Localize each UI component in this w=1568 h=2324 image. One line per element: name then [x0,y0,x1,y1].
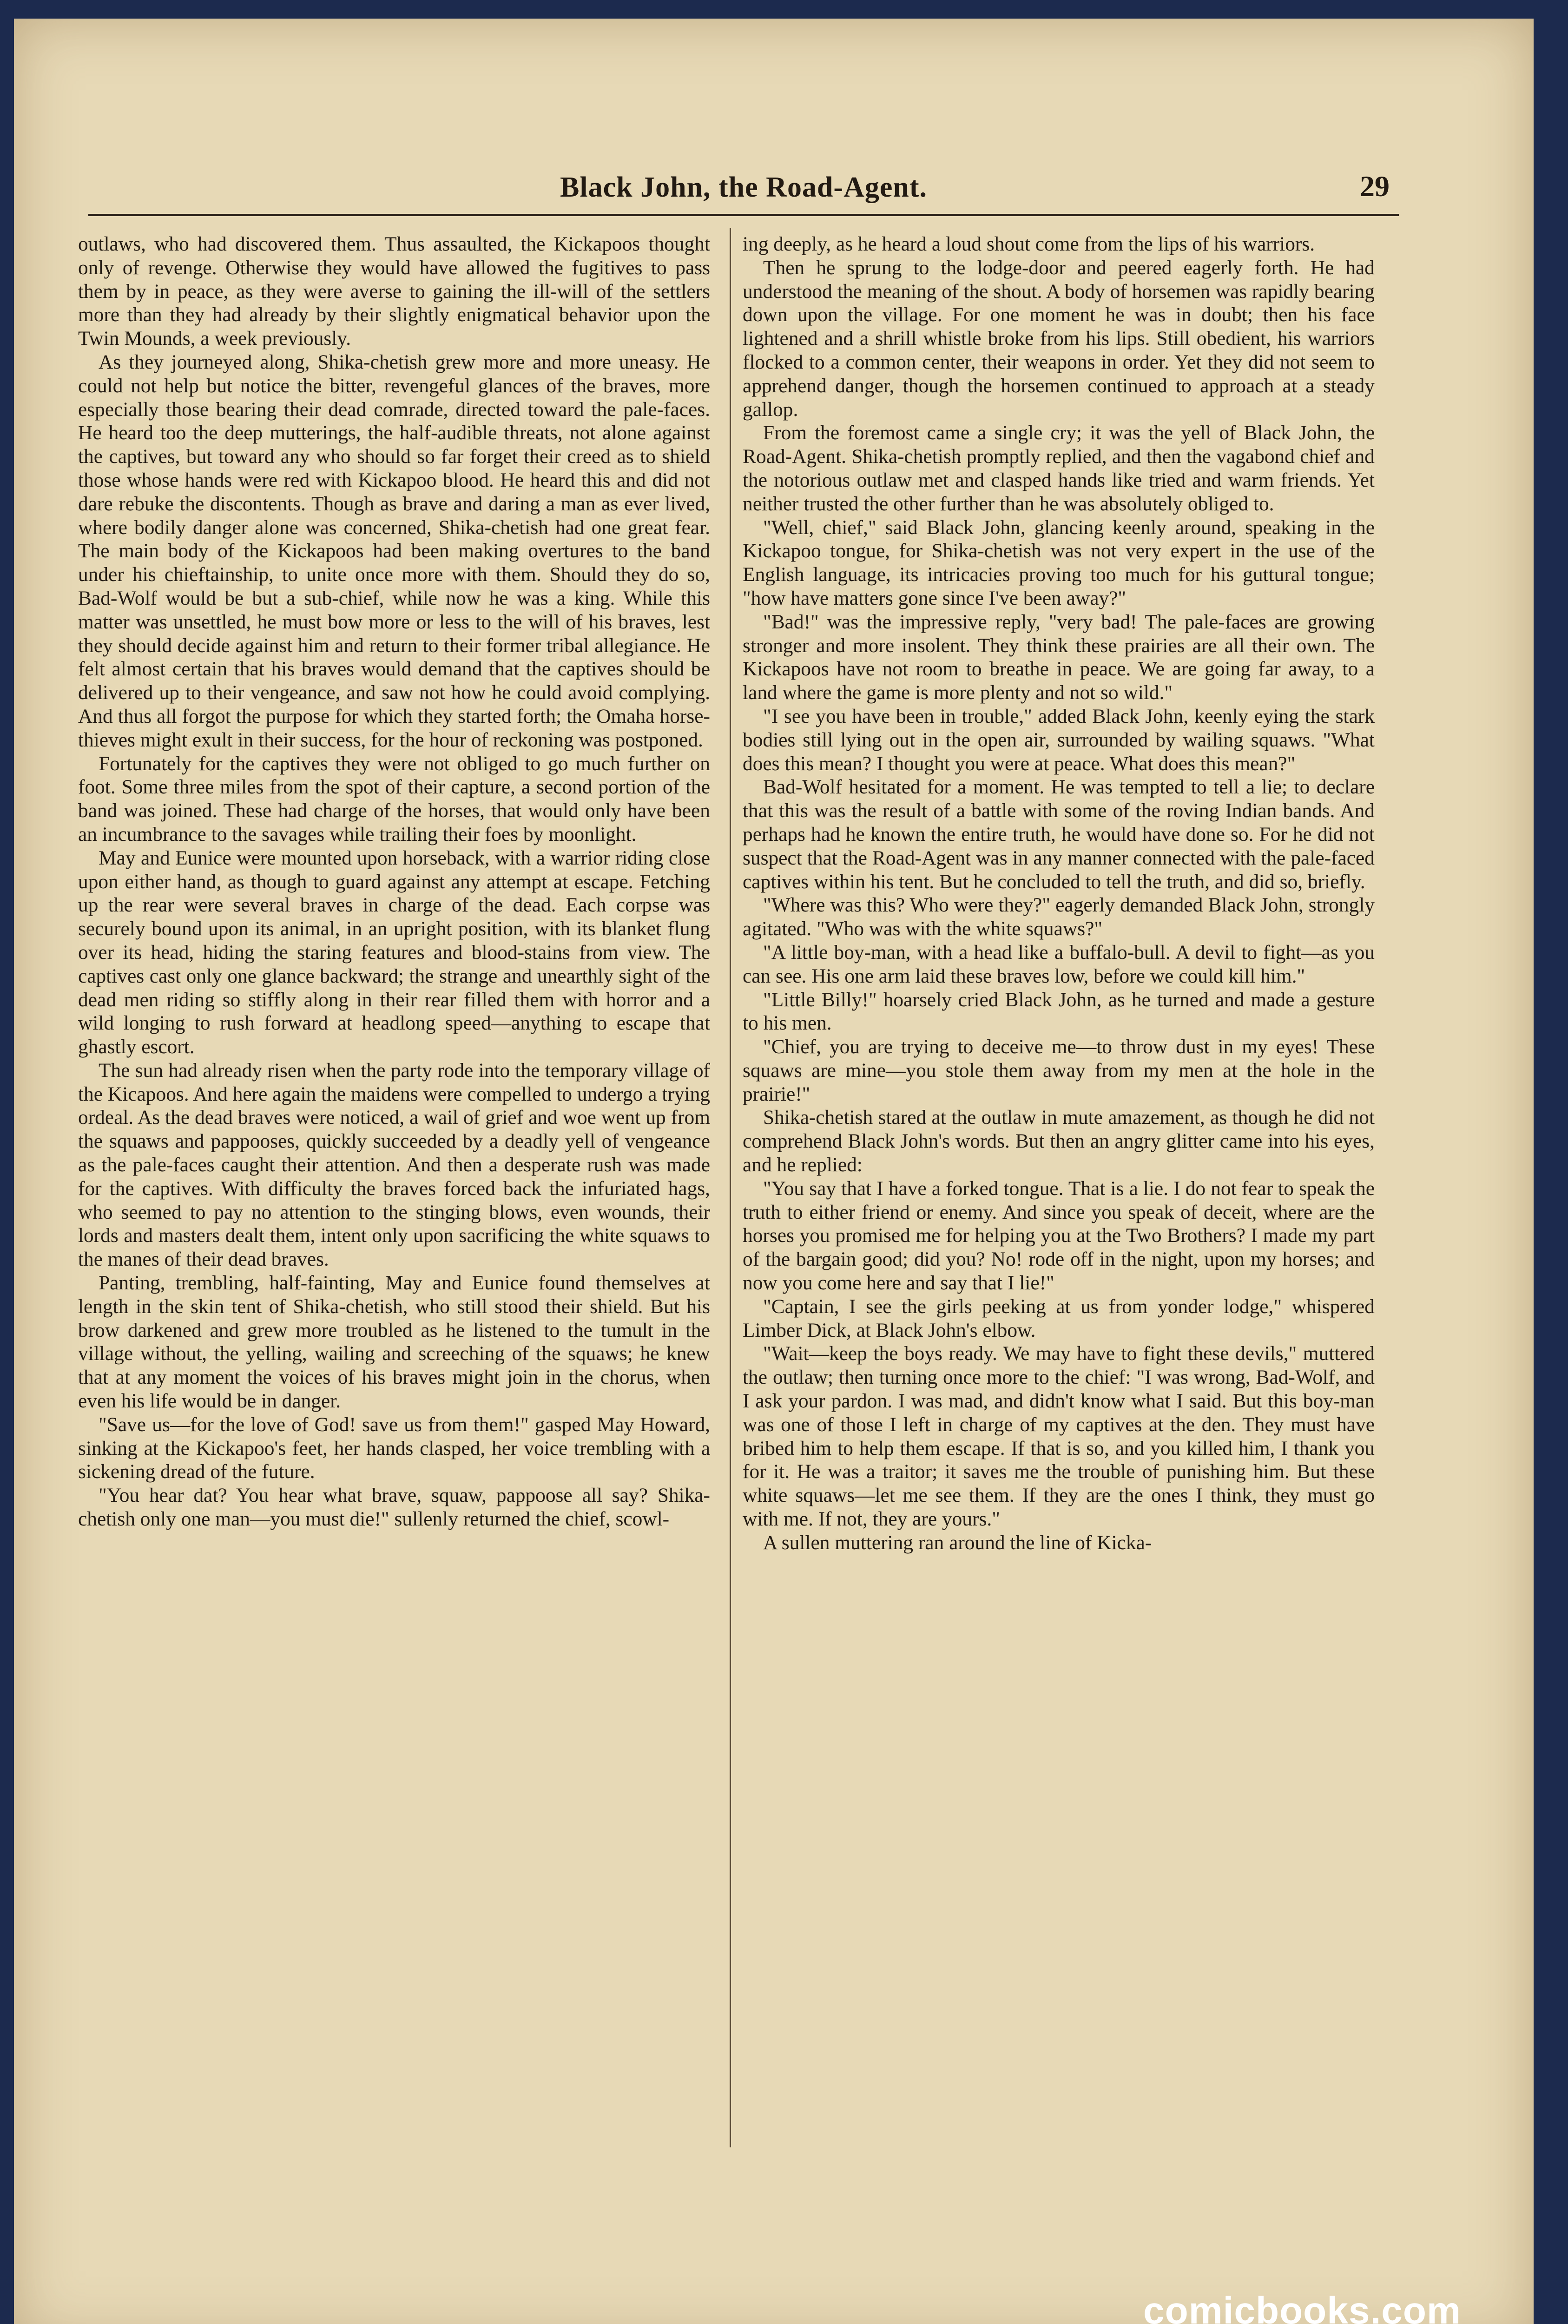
paragraph: As they journeyed along, Shika-chetish grew more and more uneasy. He could not help but notice the bitter, revengeful glances of the braves, more especially those bearing their dead comrade, directed toward the pale-faces. He heard too the deep mutterings, the half-audible threats, not alone against the captives, but toward any who should so far forget their creed as to shield those whose hands were red with Kickapoo blood. He heard this and did not dare rebuke the discontents. Though as brave and daring a man as ever lived, where bodily danger alone was concerned, Shika-chetish had one great fear. The main body of the Kickapoos had been making overtures to the band under his chieftainship, to unite once more with them. Should they do so, Bad-Wolf would be but a sub-chief, while now he was a king. While this matter was unsettled, he must bow more or less to the will of his braves, lest they should decide against him and return to their former tribal allegiance. He felt almost certain that his braves would demand that the captives should be delivered up to their vengeance, and saw not how he could avoid complying. And thus all forgot the purpose for which they started forth; the Omaha horse-thieves might exult in their success, for the hour of reckoning was postponed. [78,350,710,751]
column-divider [730,228,731,2147]
paragraph: "A little boy-man, with a head like a buffalo-bull. A devil to fight—as you can see. His one arm laid these braves low, before we could kill him." [743,941,1375,987]
paragraph: Fortunately for the captives they were not obliged to go much further on foot. Some three miles from the spot of their capture, a second portion of the band was joined. These had charge of the horses, that would only have been an incumbrance to the savages while trailing their foes by moonlight. [78,752,710,845]
paragraph: "Bad!" was the impressive reply, "very bad! The pale-faces are growing stronger and more insolent. They think these prairies are all their own. The Kickapoos have not room to breathe in peace. We are going far away, to a land where the game is more plenty and not so wild." [743,610,1375,704]
page-title: Black John, the Road-Agent. [560,172,927,203]
paragraph: The sun had already risen when the party rode into the temporary village of the Kicapoos. And here again the maidens were compelled to undergo a trying ordeal. As the dead braves were noticed, a wail of grief and woe went up from the squaws and pappooses, quickly succeeded by a deadly yell of vengeance as the pale-faces caught their attention. And then a desperate rush was made for the captives. With difficulty the braves forced back the infuriated hags, who seemed to pay no attention to the stinging blows, even wounds, their lords and masters dealt them, intent only upon sacrificing the white squaws to the manes of their dead braves. [78,1059,710,1271]
page-number: 29 [1360,170,1390,203]
paragraph: "Save us—for the love of God! save us from them!" gasped May Howard, sinking at the Kickapoo's feet, her hands clasped, her voice trembling with a sickening dread of the future. [78,1413,710,1483]
paragraph: "Wait—keep the boys ready. We may have to fight these devils," muttered the outlaw; then turning once more to the chief: "I was wrong, Bad-Wolf, and I ask your pardon. I was mad, and didn't know what I said. But this boy-man was one of those I left in charge of my captives at the den. They must have bribed him to help them escape. If that is so, and you killed him, I thank you for it. He was a traitor; it saves me the trouble of punishing him. But these white squaws—let me see them. If they are the ones I think, they must go with me. If not, they are yours." [743,1342,1375,1531]
paragraph: From the foremost came a single cry; it was the yell of Black John, the Road-Agent. Shika-chetish promptly replied, and then the vagabond chief and the notorious outlaw met and clasped hands like tried and warm friends. Yet neither trusted the other further than he was absolutely obliged to. [743,422,1375,515]
paragraph: "You say that I have a forked tongue. That is a lie. I do not fear to speak the truth to either friend or enemy. And since you speak of deceit, where are the horses you promised me for helping you at the Two Brothers? I made my part of the bargain good; did you? No! rode off in the night, upon my horses; and now you come here and say that I lie!" [743,1177,1375,1294]
left-column [78,232,710,2147]
paragraph: A sullen muttering ran around the line of Kicka- [763,1531,1152,1554]
paragraph: ing deeply, as he heard a loud shout come from the lips of his warriors. [743,233,1315,255]
paragraph: "Little Billy!" hoarsely cried Black John, as he turned and made a gesture to his men. [743,988,1375,1035]
paragraph: Panting, trembling, half-fainting, May and Eunice found themselves at length in the skin tent of Shika-chetish, who still stood their shield. But his brow darkened and grew more troubled as he listened to the tumult in the village without, the yelling, wailing and screeching of the squaws; he knew that at any moment the voices of his braves might join in the chorus, when even his life would be in danger. [78,1272,710,1413]
page-header [88,158,1399,216]
right-column [743,232,1375,2147]
paragraph: Then he sprung to the lodge-door and peered eagerly forth. He had understood the meaning of the shout. A body of horsemen was rapidly bearing down upon the village. For one moment he was in doubt; then his face lightened and a shrill whistle broke from his lips. Still obedient, his warriors flocked to a common center, their weapons in order. Yet they did not seem to apprehend danger, though the horsemen continued to approach at a steady gallop. [743,256,1375,421]
paragraph: "Well, chief," said Black John, glancing keenly around, speaking in the Kickapoo tongue, for Shika-chetish was not very expert in the use of the English language, its intricacies proving too much for his guttural tongue; "how have matters gone since I've been away?" [743,516,1375,609]
paragraph: outlaws, who had discovered them. Thus assaulted, the Kickapoos thought only of revenge. Otherwise they would have allowed the fugitives to pass them by in peace, as they were averse to gaining the ill-will of the settlers more than they had already by their slightly enigmatical behavior upon the Twin Mounds, a week previously. [78,233,710,350]
paragraph: "Chief, you are trying to deceive me—to throw dust in my eyes! These squaws are mine—you stole them away from my men at the hole in the prairie!" [743,1036,1375,1105]
paragraph: "You hear dat? You hear what brave, squaw, pappoose all say? Shika-chetish only one man—you must die!" sullenly returned the chief, scowl- [78,1484,710,1531]
paragraph: "I see you have been in trouble," added Black John, keenly eying the stark bodies still lying out in the open air, surrounded by wailing squaws. "What does this mean? I thought you were at peace. What does this mean?" [743,705,1375,775]
paragraph: Bad-Wolf hesitated for a moment. He was tempted to tell a lie; to declare that this was the result of a battle with some of the roving Indian bands. And perhaps had he known the entire truth, he would have done so. For he did not suspect that the Road-Agent was in any manner connected with the pale-faced captives within his tent. But he concluded to tell the truth, and did so, briefly. [743,776,1375,893]
paragraph: May and Eunice were mounted upon horseback, with a warrior riding close upon either hand, as though to guard against any attempt at escape. Fetching up the rear were several braves in charge of the dead. Each corpse was securely bound upon its animal, in an upright position, with its blanket flung over its head, hiding the staring features and blood-stains from view. The captives cast only one glance backward; the strange and unearthly sight of the dead men riding so stiffly along in their rear filled them with horror and a wild longing to rush forward at headlong speed—anything to escape that ghastly escort. [78,846,710,1058]
paragraph: Shika-chetish stared at the outlaw in mute amazement, as though he did not comprehend Black John's words. But then an angry glitter came into his eyes, and he replied: [743,1106,1375,1176]
site-watermark: comicbooks.com [1143,2290,1461,2324]
paragraph: "Where was this? Who were they?" eagerly demanded Black John, strongly agitated. "Who was with the white squaws?" [743,894,1375,940]
paragraph: "Captain, I see the girls peeking at us from yonder lodge," whispered Limber Dick, at Black John's elbow. [743,1295,1375,1341]
